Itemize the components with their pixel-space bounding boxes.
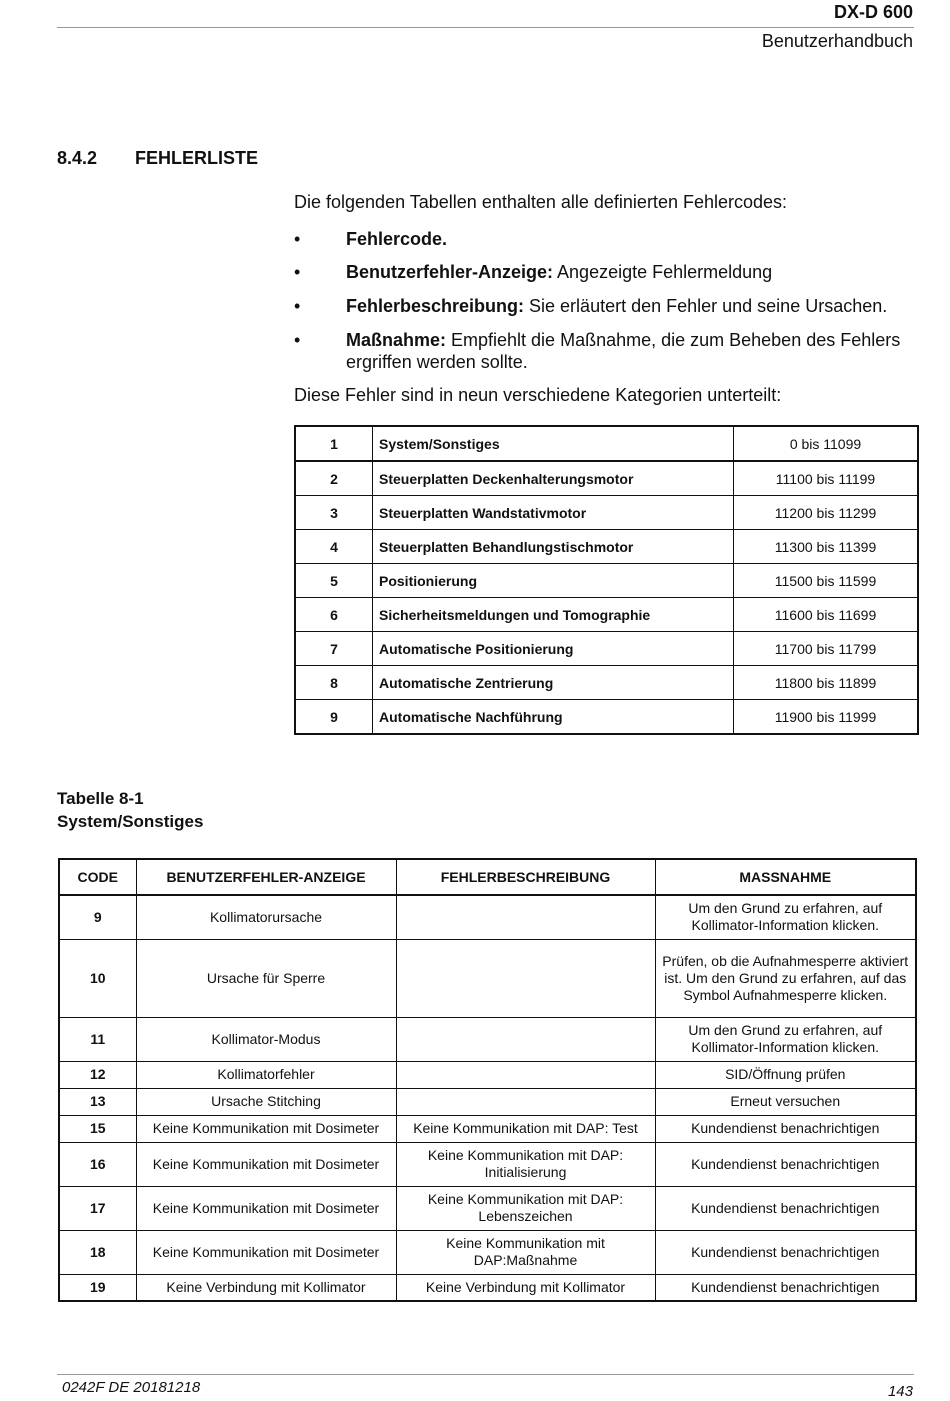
error-action: Um den Grund zu erfahren, auf Kollimator-Information klicken. xyxy=(655,895,916,939)
table-row xyxy=(59,1142,916,1186)
bullet-icon: • xyxy=(294,229,301,249)
table-row xyxy=(59,1017,916,1061)
user-message: Ursache für Sperre xyxy=(136,939,396,1017)
category-name: Positionierung xyxy=(373,564,734,598)
category-name: Steuerplatten Wandstativmotor xyxy=(373,496,734,530)
table-row xyxy=(59,1230,916,1274)
table-row xyxy=(59,1115,916,1142)
error-description: Keine Kommunikation mit DAP: Test xyxy=(396,1115,655,1142)
document-type: Benutzerhandbuch xyxy=(761,31,913,51)
bullet-description: Empfiehlt die Maßnahme, die zum Beheben des Fehlers ergriffen werden sollte. xyxy=(346,330,901,372)
error-action: Erneut versuchen xyxy=(655,1088,916,1115)
bullet-description: Sie erläutert den Fehler und seine Ursachen. xyxy=(524,296,888,316)
error-action: Kundendienst benachrichtigen xyxy=(655,1115,916,1142)
bullet-term: Benutzerfehler-Anzeige: xyxy=(346,262,554,282)
category-range: 11900 bis 11999 xyxy=(734,700,919,735)
table-row xyxy=(59,1186,916,1230)
table-row xyxy=(295,426,918,461)
category-number: 6 xyxy=(295,598,373,632)
category-range: 11500 bis 11599 xyxy=(734,564,919,598)
error-action: Um den Grund zu erfahren, auf Kollimator-Information klicken. xyxy=(655,1017,916,1061)
user-message: Keine Kommunikation mit Dosimeter xyxy=(136,1142,396,1186)
category-intro-text: Diese Fehler sind in neun verschiedene Kategorien unterteilt: xyxy=(294,385,782,405)
column-header-action: MASSNAHME xyxy=(655,859,916,895)
user-message: Ursache Stitching xyxy=(136,1088,396,1115)
table-row xyxy=(295,564,918,598)
page-number: 143 xyxy=(887,1383,913,1400)
category-number: 1 xyxy=(295,426,373,461)
error-code: 15 xyxy=(59,1115,136,1142)
header-divider xyxy=(57,27,914,28)
category-name: Automatische Positionierung xyxy=(373,632,734,666)
category-number: 5 xyxy=(295,564,373,598)
category-range: 11800 bis 11899 xyxy=(734,666,919,700)
error-table xyxy=(58,858,917,1302)
category-number: 2 xyxy=(295,461,373,496)
table-row xyxy=(295,598,918,632)
bullet-content xyxy=(346,329,919,373)
product-name: DX-D 600 xyxy=(833,2,913,22)
column-header-user-message: BENUTZERFEHLER-ANZEIGE xyxy=(136,859,396,895)
table-row xyxy=(295,530,918,564)
column-header-code: CODE xyxy=(59,859,136,895)
bullet-description: Angezeigte Fehlermeldung xyxy=(553,262,773,282)
error-code: 18 xyxy=(59,1230,136,1274)
table-row xyxy=(295,496,918,530)
error-code: 10 xyxy=(59,939,136,1017)
category-number: 8 xyxy=(295,666,373,700)
error-action: SID/Öffnung prüfen xyxy=(655,1061,916,1088)
user-message: Kollimatorursache xyxy=(136,895,396,939)
bullet-content xyxy=(346,261,919,283)
error-action: Kundendienst benachrichtigen xyxy=(655,1230,916,1274)
error-code: 16 xyxy=(59,1142,136,1186)
bullet-icon: • xyxy=(294,262,301,282)
error-description xyxy=(396,895,655,939)
table-caption-name: System/Sonstiges xyxy=(57,812,204,831)
table-caption-number: Tabelle 8-1 xyxy=(57,789,144,808)
error-description: Keine Kommunikation mit DAP:Maßnahme xyxy=(396,1230,655,1274)
table-row xyxy=(59,895,916,939)
category-range: 0 bis 11099 xyxy=(734,426,919,461)
document-id: 0242F DE 20181218 xyxy=(62,1379,201,1396)
error-description xyxy=(396,1088,655,1115)
bullet-term: Maßnahme: xyxy=(346,330,447,350)
error-code: 9 xyxy=(59,895,136,939)
error-code: 11 xyxy=(59,1017,136,1061)
user-message: Kollimator-Modus xyxy=(136,1017,396,1061)
table-row xyxy=(59,1088,916,1115)
bullet-icon: • xyxy=(294,296,301,316)
error-code: 19 xyxy=(59,1274,136,1301)
category-number: 9 xyxy=(295,700,373,735)
user-message: Keine Kommunikation mit Dosimeter xyxy=(136,1115,396,1142)
intro-text: Die folgenden Tabellen enthalten alle definierten Fehlercodes: xyxy=(294,192,788,212)
bullet-icon: • xyxy=(294,330,301,350)
user-message: Keine Verbindung mit Kollimator xyxy=(136,1274,396,1301)
footer-divider xyxy=(57,1374,914,1375)
table-row xyxy=(59,939,916,1017)
bullet-content xyxy=(346,295,919,317)
category-number: 4 xyxy=(295,530,373,564)
category-name: System/Sonstiges xyxy=(373,426,734,461)
error-code: 12 xyxy=(59,1061,136,1088)
category-table xyxy=(294,425,919,735)
table-header-row xyxy=(59,859,916,895)
table-row xyxy=(295,666,918,700)
error-description: Keine Kommunikation mit DAP: Lebenszeichen xyxy=(396,1186,655,1230)
table-row xyxy=(295,632,918,666)
error-description xyxy=(396,1061,655,1088)
category-range: 11200 bis 11299 xyxy=(734,496,919,530)
user-message: Keine Kommunikation mit Dosimeter xyxy=(136,1230,396,1274)
section-number: 8.4.2 xyxy=(57,148,98,168)
error-action: Kundendienst benachrichtigen xyxy=(655,1142,916,1186)
category-range: 11100 bis 11199 xyxy=(734,461,919,496)
error-action: Kundendienst benachrichtigen xyxy=(655,1274,916,1301)
table-row xyxy=(295,461,918,496)
table-row xyxy=(59,1274,916,1301)
error-description xyxy=(396,939,655,1017)
bullet-content xyxy=(346,228,919,250)
bullet-term: Fehlerbeschreibung: xyxy=(346,296,525,316)
bullet-term: Fehlercode. xyxy=(346,229,448,249)
category-name: Steuerplatten Deckenhalterungsmotor xyxy=(373,461,734,496)
error-action: Prüfen, ob die Aufnahmesperre aktiviert ist. Um den Grund zu erfahren, auf das Symbol Aufnahmesperre klicken. xyxy=(655,939,916,1017)
category-name: Automatische Nachführung xyxy=(373,700,734,735)
table-row xyxy=(295,700,918,735)
error-description: Keine Kommunikation mit DAP: Initialisierung xyxy=(396,1142,655,1186)
error-description xyxy=(396,1017,655,1061)
category-name: Steuerplatten Behandlungstischmotor xyxy=(373,530,734,564)
category-number: 7 xyxy=(295,632,373,666)
error-code: 13 xyxy=(59,1088,136,1115)
user-message: Keine Kommunikation mit Dosimeter xyxy=(136,1186,396,1230)
error-action: Kundendienst benachrichtigen xyxy=(655,1186,916,1230)
user-message: Kollimatorfehler xyxy=(136,1061,396,1088)
category-name: Sicherheitsmeldungen und Tomographie xyxy=(373,598,734,632)
category-range: 11600 bis 11699 xyxy=(734,598,919,632)
category-range: 11700 bis 11799 xyxy=(734,632,919,666)
category-number: 3 xyxy=(295,496,373,530)
table-row xyxy=(59,1061,916,1088)
error-code: 17 xyxy=(59,1186,136,1230)
category-range: 11300 bis 11399 xyxy=(734,530,919,564)
category-name: Automatische Zentrierung xyxy=(373,666,734,700)
column-header-description: FEHLERBESCHREIBUNG xyxy=(396,859,655,895)
section-title: FEHLERLISTE xyxy=(135,148,259,168)
error-description: Keine Verbindung mit Kollimator xyxy=(396,1274,655,1301)
